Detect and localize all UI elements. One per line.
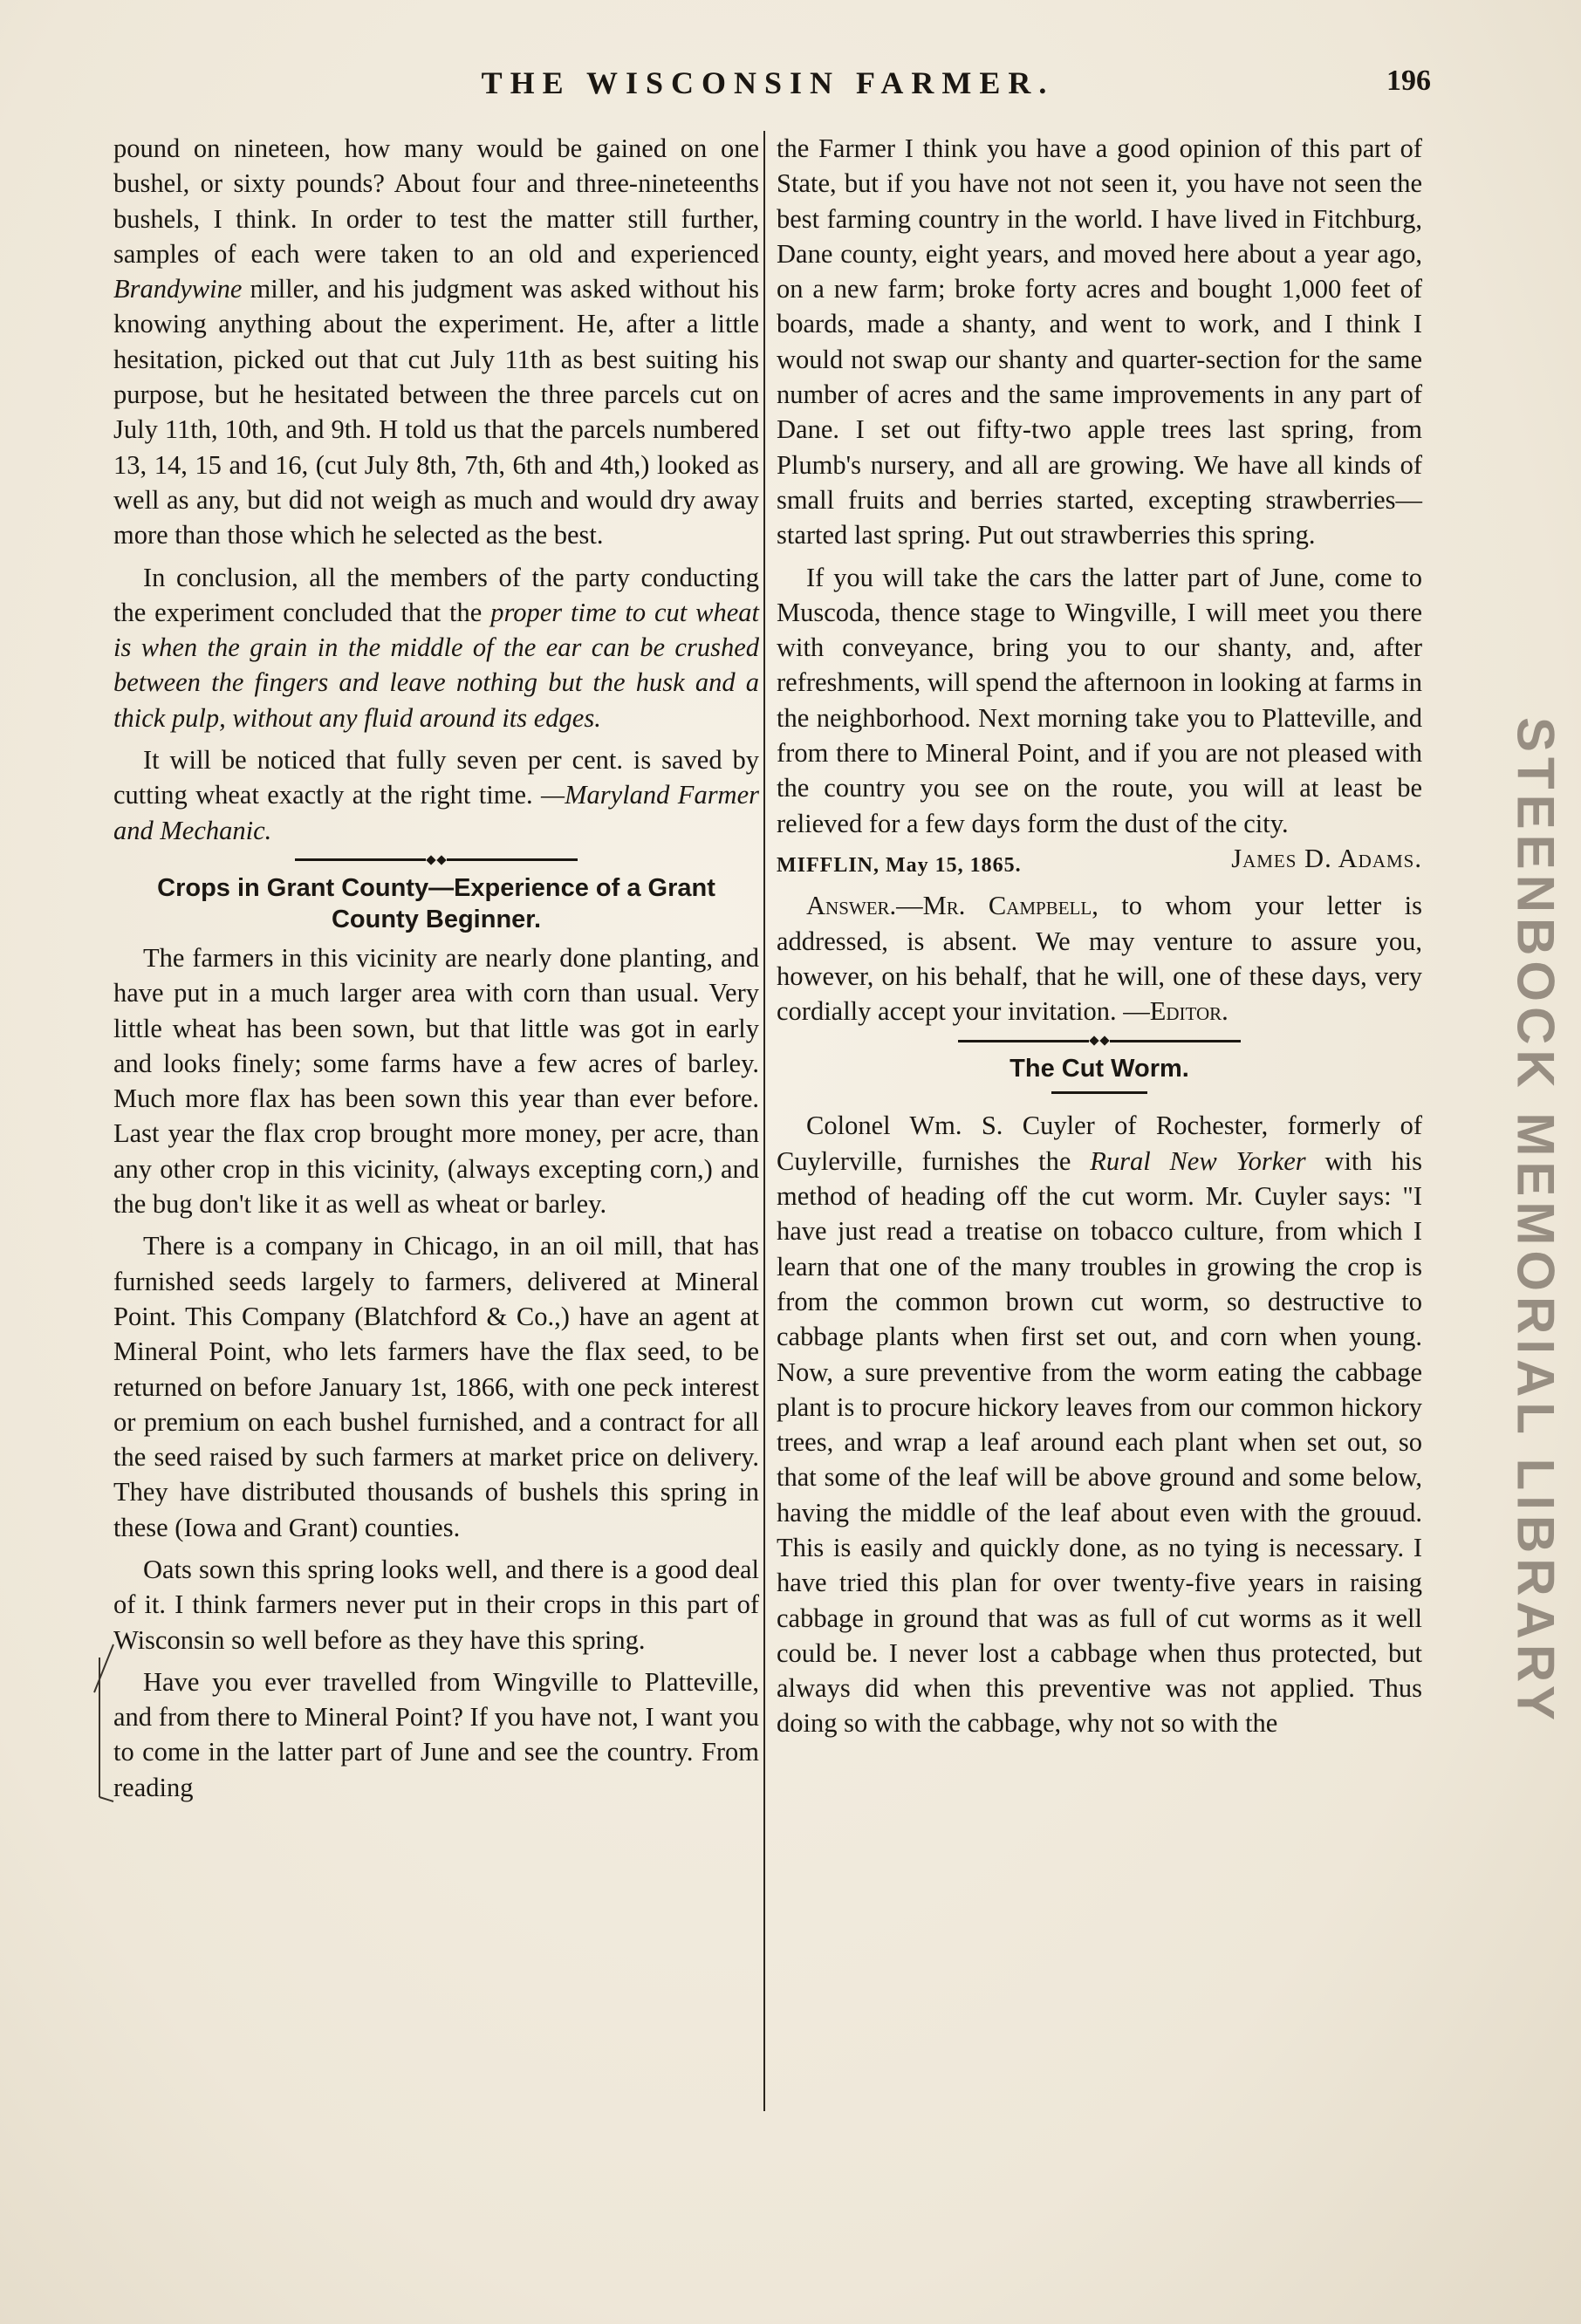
paragraph-text: In conclusion, all the members of the party conducting the experiment concluded that the <box>113 562 759 627</box>
paragraph <box>113 131 759 553</box>
left-column <box>113 131 759 1812</box>
editor-credit: —Editor. <box>1123 996 1229 1027</box>
heading-rule <box>1051 1091 1147 1094</box>
paragraph-text: pound on nineteen, how many would be gained on one bushel, or sixty pounds? About four and three-nineteenths bushels, I think. In order to test the matter still further, samples of each were taken to an old and experienced <box>113 133 759 269</box>
right-column <box>777 131 1422 1748</box>
paragraph: The farmers in this vicinity are nearly done planting, and have put in a much larger area with corn than usual. Very little wheat has been sown, but that little was got in early and looks finely; some farms have a few acres of barley. Much more flax has been sown this year than ever before. Last year the flax crop brought more money, per acre, than any other crop in this vicinity, (always excepting corn,) and the bug don't like it as well as wheat or barley. <box>113 942 759 1220</box>
source-credit: —Maryland Farmer and Mechanic. <box>113 780 759 845</box>
section-divider <box>113 857 759 864</box>
paragraph <box>113 560 759 735</box>
paragraph <box>113 742 759 848</box>
paragraph <box>777 1108 1422 1740</box>
paragraph-text: to whom your letter is addressed, is absent. We may venture to assure you, however, on his behalf, that he will, one of these days, very cordially accept your invitation. <box>777 891 1422 1027</box>
paragraph: There is a company in Chicago, in an oil mill, that has furnished seeds largely to farmers, delivered at Mineral Point. This Company (Blatchford & Co.,) have an agent at Mineral Point, who lets farmers have the flax seed, to be returned on before January 1st, 1866, with one peck interest or premium on each bushel furnished, and a contract for all the seed raised by such farmers at market price on delivery. They have distributed thousands of bushels this spring in these (Iowa and Grant) counties. <box>113 1231 759 1542</box>
page-number: 196 <box>1386 65 1431 97</box>
paragraph-text: miller, and his judgment was asked without his knowing anything about the experiment. He, after a little hesitation, picked out that cut July 11th as best suiting his purpose, but he hesitated between the three parcels cut on July 11th, 10th, and 9th. H told us that the parcels numbered 13, 14, 15 and 16, (cut July 8th, 7th, 6th and 4th,) looked as well as any, but did not weigh as much and would dry away more than those which he selected as the best. <box>113 274 759 550</box>
dateline: MIFFLIN, May 15, 1865. <box>777 853 1022 877</box>
column-rule <box>763 131 765 2111</box>
stamp-text: STEENBOCK MEMORIAL LIBRARY <box>1506 716 1565 1726</box>
article-heading: The Cut Worm. <box>1010 1055 1189 1083</box>
running-header <box>105 61 1431 105</box>
paragraph: Oats sown this spring looks well, and there is a good deal of it. I think farmers never put in their crops in this part of Wisconsin so well before as they have this spring. <box>113 1554 759 1655</box>
paragraph-text: with his method of heading off the cut worm. Mr. Cuyler says: "I have just read a treatise on tobacco culture, from which I learn that one of the many troubles in growing the crop is from the common brown cut worm, so destructive to cabbage plants when first set out, and corn when young. Now, a sure preventive from the worm eating the cabbage plant is to procure hickory leaves from our common hickory trees, and wrap a leaf around each plant when set out, so that some of the leaf will be above ground and some below, having the middle of the leaf about even with the grouud. This is easily and quickly done, as no tying is necessary. I have tried this plan for over twenty-five years in raising cabbage in ground that was as full of cut worms as it well could be. I never lost a cabbage when thus protected, but always did when this preventive was not applied. Thus doing so with the cabbage, why not so with the <box>777 1145 1423 1739</box>
pencil-mark-icon <box>87 1640 122 1815</box>
section-divider <box>777 1037 1422 1044</box>
paragraph-text: If you will take the cars the latter part of June, come to Muscoda, thence stage to Wingville, I will meet you there with conveyance, bring you to our shanty, and, after refreshments, will spend the afternoon in looking at farms in the neighborhood. Next morning take you to Platteville, and from there to Mineral Point, and if you are not pleased with the country you see on the route, you will at least be relieved for a few days form the dust of the city. <box>777 562 1422 838</box>
answer-label: Answer.—Mr. Campbell, <box>806 891 1098 921</box>
italic-title: Rural New Yorker <box>1090 1145 1306 1176</box>
paragraph <box>777 888 1422 1029</box>
italic-term: Brandywine <box>113 274 243 304</box>
journal-title: THE WISCONSIN FARMER. <box>481 65 1055 100</box>
paragraph-text: It will be noticed that fully seven per cent. is saved by cutting wheat exactly at the right time. <box>113 745 759 810</box>
library-stamp <box>1501 715 1571 1727</box>
article-heading: Crops in Grant County—Experience of a Grant County Beginner. <box>157 873 715 933</box>
italic-conclusion: proper time to cut wheat is when the grain in the middle of the ear can be crushed between the fingers and leave nothing but the husk and a thick pulp, without any fluid around its edges. <box>113 597 759 733</box>
paragraph-text: Colonel Wm. S. Cuyler of Rochester, formerly of Cuylerville, furnishes the <box>777 1111 1422 1176</box>
paragraph: the Farmer I think you have a good opinion of this part of State, but if you have not not seen it, you have not seen the best farming country in the world. I have lived in Fitchburg, Dane county, eight years, and moved here about a year ago, on a new farm; broke forty acres and bought 1,000 feet of boards, made a shanty, and went to work, and I think I would not swap our shanty and quarter-section for the same number of acres and the same improvements in any part of Dane. I set out fifty-two apple trees last spring, from Plumb's nursery, and all are growing. We have all kinds of small fruits and berries started, excepting strawberries—started last spring. Put out strawberries this spring. <box>777 133 1422 550</box>
signature: James D. Adams. <box>1231 843 1422 873</box>
paragraph: Have you ever travelled from Wingville to Platteville, and from there to Mineral Point? If you have not, I want you to come in the latter part of June and see the country. From reading <box>113 1666 759 1802</box>
